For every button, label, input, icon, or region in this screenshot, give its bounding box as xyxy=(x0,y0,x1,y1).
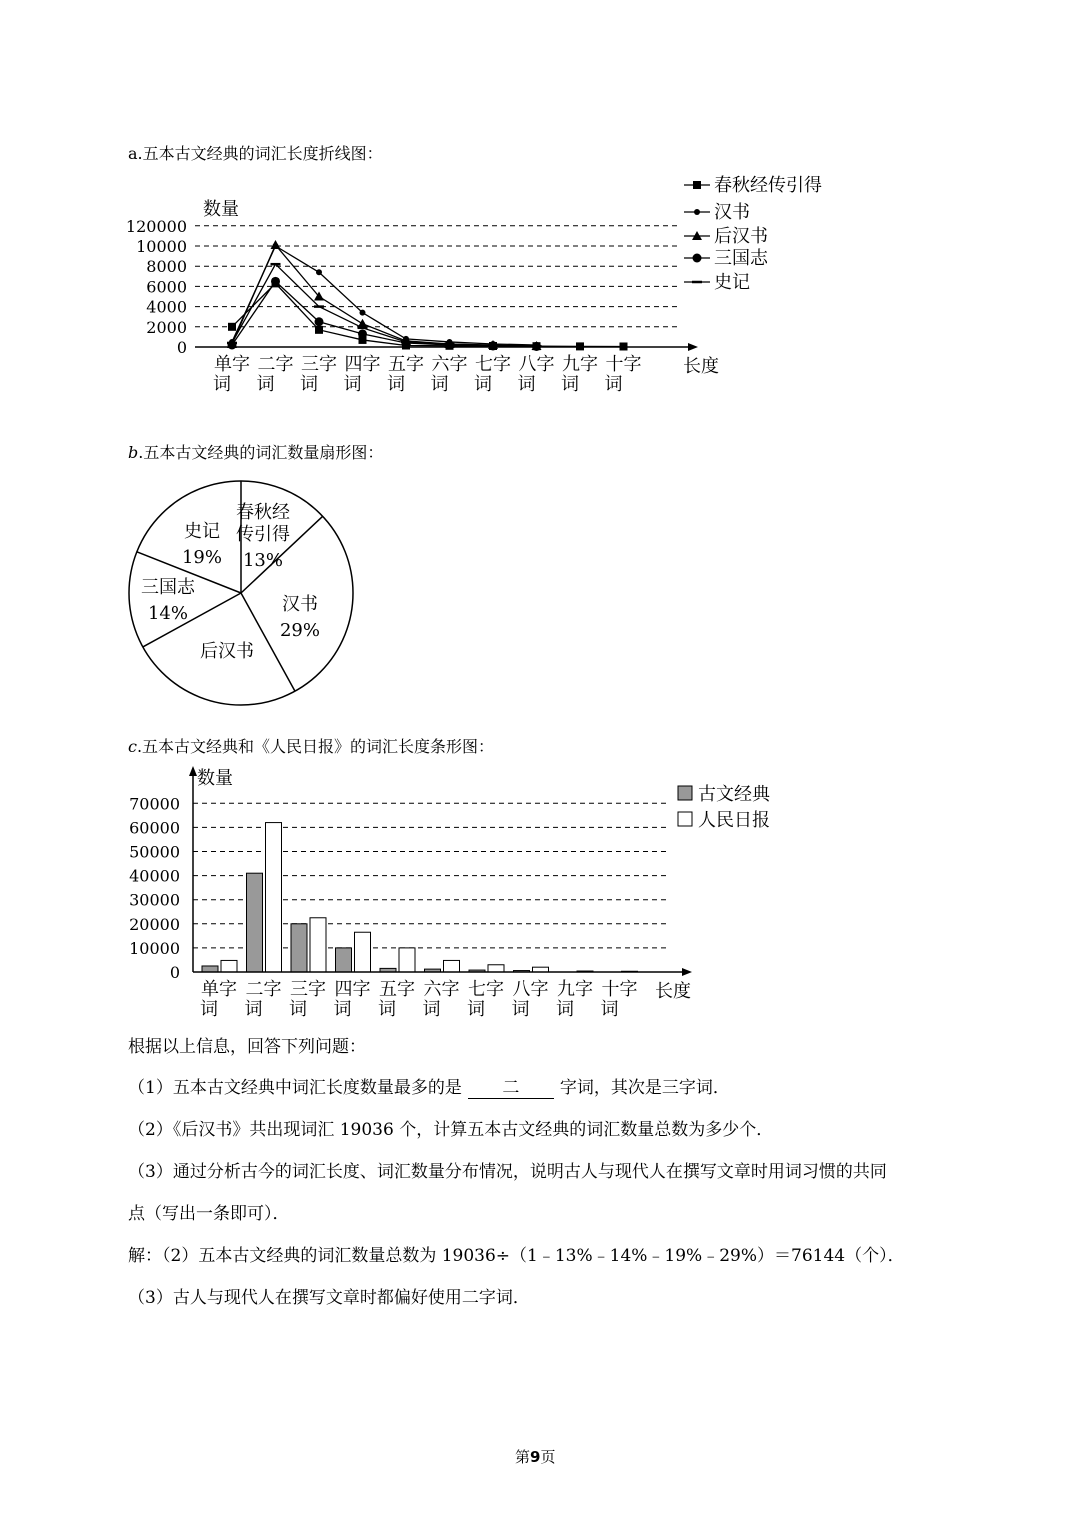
line-chart-point xyxy=(315,317,324,326)
bar-chart-bar xyxy=(399,948,415,972)
question-3-line2: 点（写出一条即可）． xyxy=(128,1204,290,1224)
pie-slice-percent: 13% xyxy=(242,550,284,571)
line-chart-grid xyxy=(195,226,680,327)
bar-chart-xtick: 四字 xyxy=(334,979,371,1000)
question-1-answer: 二 xyxy=(468,1073,554,1099)
line-chart-xtick: 单字 xyxy=(214,354,250,375)
bar-chart-bar xyxy=(291,924,307,972)
line-chart-point xyxy=(693,181,701,189)
bar-chart-bar xyxy=(310,918,326,972)
line-chart xyxy=(0,0,1080,420)
bar-chart-grid xyxy=(193,803,668,948)
bar-chart-xtick: 十字 xyxy=(601,979,638,1000)
page-number-suffix: 页 xyxy=(540,1448,556,1466)
bar-chart-xtick-suffix: 词 xyxy=(467,999,485,1020)
bar-chart-xtick: 九字 xyxy=(557,979,593,1000)
bar-chart-bars xyxy=(202,823,638,972)
line-chart-x-arrow xyxy=(688,343,698,351)
line-chart-xtick-suffix: 词 xyxy=(474,374,492,395)
line-chart-ytick: 8000 xyxy=(146,257,187,277)
bar-chart-legend xyxy=(678,784,771,831)
page-number-prefix: 第 xyxy=(515,1448,531,1466)
bar-chart-ytick: 20000 xyxy=(129,914,180,934)
bar-chart-ytick: 10000 xyxy=(129,938,180,958)
legend-label: 人民日报 xyxy=(698,810,770,831)
pie-slice-percent: 14% xyxy=(147,603,189,624)
caption-a-text: .五本古文经典的词汇长度折线图： xyxy=(137,144,383,163)
line-chart-ytick: 6000 xyxy=(146,277,187,297)
line-chart-xtick-suffix: 词 xyxy=(604,374,623,395)
legend-label: 汉书 xyxy=(714,202,750,223)
line-chart-point xyxy=(358,329,367,338)
legend-label: 史记 xyxy=(714,272,750,293)
caption-b xyxy=(128,440,383,463)
bar-chart-xlabel: 长度 xyxy=(655,981,691,1002)
line-chart-xtick-suffix: 词 xyxy=(300,374,318,395)
line-chart-ytick: 10000 xyxy=(136,237,187,256)
bar-chart-ytick: 0 xyxy=(169,963,180,982)
bar-chart-bar xyxy=(488,965,504,972)
legend-swatch xyxy=(678,786,692,800)
pie-slice-label: 汉书 xyxy=(282,594,318,615)
pie-slice-label: 传引得 xyxy=(236,524,290,545)
bar-chart-xtick: 单字 xyxy=(201,979,237,1000)
bar-chart-xtick-suffix: 词 xyxy=(378,999,396,1020)
line-chart-xlabel: 长度 xyxy=(683,356,719,377)
caption-b-letter: b xyxy=(128,443,139,462)
bar-chart-xtick: 七字 xyxy=(468,979,504,1000)
bar-chart-ytick: 30000 xyxy=(129,890,180,910)
bar-chart-xtick: 二字 xyxy=(245,979,282,1000)
line-chart-point xyxy=(620,342,628,350)
line-chart-point xyxy=(694,209,700,215)
pie-slice-label: 后汉书 xyxy=(200,641,254,662)
bar-chart-xtick-suffix: 词 xyxy=(511,999,530,1020)
pie-chart xyxy=(0,470,400,710)
legend-swatch xyxy=(678,812,692,826)
line-chart-xtick-suffix: 词 xyxy=(343,374,362,395)
question-2: （2）《后汉书》共出现词汇 19036 个，计算五本古文经典的词汇数量总数为多少个． xyxy=(128,1120,774,1140)
line-chart-point xyxy=(576,342,584,350)
question-1-text: （1）五本古文经典中词汇长度数量最多的是 xyxy=(128,1078,462,1098)
pie-slice-label: 三国志 xyxy=(141,577,195,598)
line-chart-xtick-suffix: 词 xyxy=(256,374,275,395)
bar-chart-ytick: 70000 xyxy=(129,794,180,814)
line-chart-ytick: 120000 xyxy=(125,216,187,236)
line-chart-ytick: 2000 xyxy=(146,317,187,337)
bar-chart-xtick-suffix: 词 xyxy=(600,999,619,1020)
legend-label: 三国志 xyxy=(714,248,768,269)
legend-label: 后汉书 xyxy=(714,226,768,247)
caption-b-text: .五本古文经典的词汇数量扇形图： xyxy=(138,443,384,462)
bar-chart-bar xyxy=(221,960,237,972)
bar-chart-bar xyxy=(266,823,282,972)
question-1 xyxy=(128,1073,730,1099)
line-chart-xtick: 九字 xyxy=(562,354,598,375)
bar-chart-x-arrow xyxy=(682,968,692,976)
line-chart-xtick: 八字 xyxy=(518,354,555,375)
line-chart-ylabel: 数量 xyxy=(203,199,239,220)
line-chart-legend xyxy=(684,175,822,293)
bar-chart-xtick-suffix: 词 xyxy=(556,999,574,1020)
caption-c xyxy=(128,734,494,757)
line-chart-labels xyxy=(126,199,719,395)
line-chart-point xyxy=(360,310,366,316)
question-1-tail: 字词，其次是三字词． xyxy=(559,1078,730,1098)
line-chart-xtick: 四字 xyxy=(344,354,381,375)
page-number xyxy=(515,1446,555,1467)
bar-chart-xtick-suffix: 词 xyxy=(200,999,218,1020)
bar-chart-xtick-suffix: 词 xyxy=(244,999,263,1020)
question-3-line1: （3）通过分析古今的词汇长度、词汇数量分布情况，说明古人与现代人在撰写文章时用词习惯的共同 xyxy=(128,1162,887,1182)
bar-chart-bar xyxy=(202,966,218,972)
bar-chart-ytick: 40000 xyxy=(129,866,180,886)
bar-chart-xtick-suffix: 词 xyxy=(333,999,352,1020)
line-chart-point xyxy=(271,240,281,249)
line-chart-xtick-suffix: 词 xyxy=(561,374,579,395)
solution-3: （3）古人与现代人在撰写文章时都偏好使用二字词． xyxy=(128,1288,530,1308)
bar-chart-xtick-suffix: 词 xyxy=(289,999,307,1020)
line-chart-xtick-suffix: 词 xyxy=(517,374,536,395)
bar-chart-xtick-suffix: 词 xyxy=(422,999,441,1020)
legend-label: 春秋经传引得 xyxy=(714,175,822,196)
pie-slice-percent: 29% xyxy=(279,620,321,641)
line-chart-series-line xyxy=(232,245,537,346)
bar-chart-bar xyxy=(336,948,352,972)
line-chart-xtick-suffix: 词 xyxy=(213,374,231,395)
solution-2: 解：（2）五本古文经典的词汇数量总数为 19036÷（1﹣13%﹣14%﹣19%﹣29%）＝76144（个）． xyxy=(128,1246,905,1266)
line-chart-xtick: 三字 xyxy=(301,354,337,375)
line-chart-xtick: 二字 xyxy=(257,354,294,375)
line-chart-xtick-suffix: 词 xyxy=(430,374,449,395)
line-chart-xtick: 七字 xyxy=(475,354,511,375)
bar-chart-ytick: 60000 xyxy=(129,818,180,838)
bar-chart-axes xyxy=(189,766,692,976)
bar-chart-xtick: 六字 xyxy=(423,979,460,1000)
caption-c-letter: c xyxy=(128,737,137,756)
pie-slice-label: 春秋经 xyxy=(236,502,290,523)
legend-label: 古文经典 xyxy=(698,784,770,805)
bar-chart-y-arrow xyxy=(189,766,197,776)
line-chart-point xyxy=(228,323,236,331)
bar-chart-bar xyxy=(355,932,371,972)
bar-chart-ytick: 50000 xyxy=(129,842,180,862)
line-chart-xtick-suffix: 词 xyxy=(387,374,405,395)
bar-chart-xtick: 八字 xyxy=(512,979,549,1000)
bar-chart-xtick: 三字 xyxy=(290,979,326,1000)
line-chart-series-line xyxy=(232,283,624,346)
bar-chart-bar xyxy=(247,873,263,972)
line-chart-point xyxy=(315,326,323,334)
bar-chart-bar xyxy=(444,960,460,972)
bar-chart xyxy=(0,760,1080,1030)
line-chart-xtick: 六字 xyxy=(431,354,468,375)
bar-chart-xtick: 五字 xyxy=(379,979,415,1000)
line-chart-ytick: 4000 xyxy=(146,297,187,317)
line-chart-point xyxy=(271,277,280,286)
line-chart-point xyxy=(693,254,702,263)
line-chart-xtick: 十字 xyxy=(605,354,642,375)
line-chart-ytick: 0 xyxy=(176,338,187,357)
line-chart-series-line xyxy=(232,264,537,346)
line-chart-xtick: 五字 xyxy=(388,354,424,375)
line-chart-series-line xyxy=(232,281,537,346)
bar-chart-ylabel: 数量 xyxy=(197,768,233,789)
questions-intro: 根据以上信息，回答下列问题： xyxy=(128,1037,366,1057)
line-chart-series-line xyxy=(232,246,537,345)
caption-a-letter: a xyxy=(128,144,138,163)
page-number-value: 9 xyxy=(530,1448,541,1466)
line-chart-point xyxy=(316,269,322,275)
pie-slice-label: 史记 xyxy=(184,521,220,542)
pie-slice-percent: 19% xyxy=(181,547,223,568)
caption-c-text: .五本古文经典和《人民日报》的词汇长度条形图： xyxy=(136,737,495,756)
bar-chart-labels xyxy=(129,768,691,1020)
line-chart-series xyxy=(227,240,628,351)
